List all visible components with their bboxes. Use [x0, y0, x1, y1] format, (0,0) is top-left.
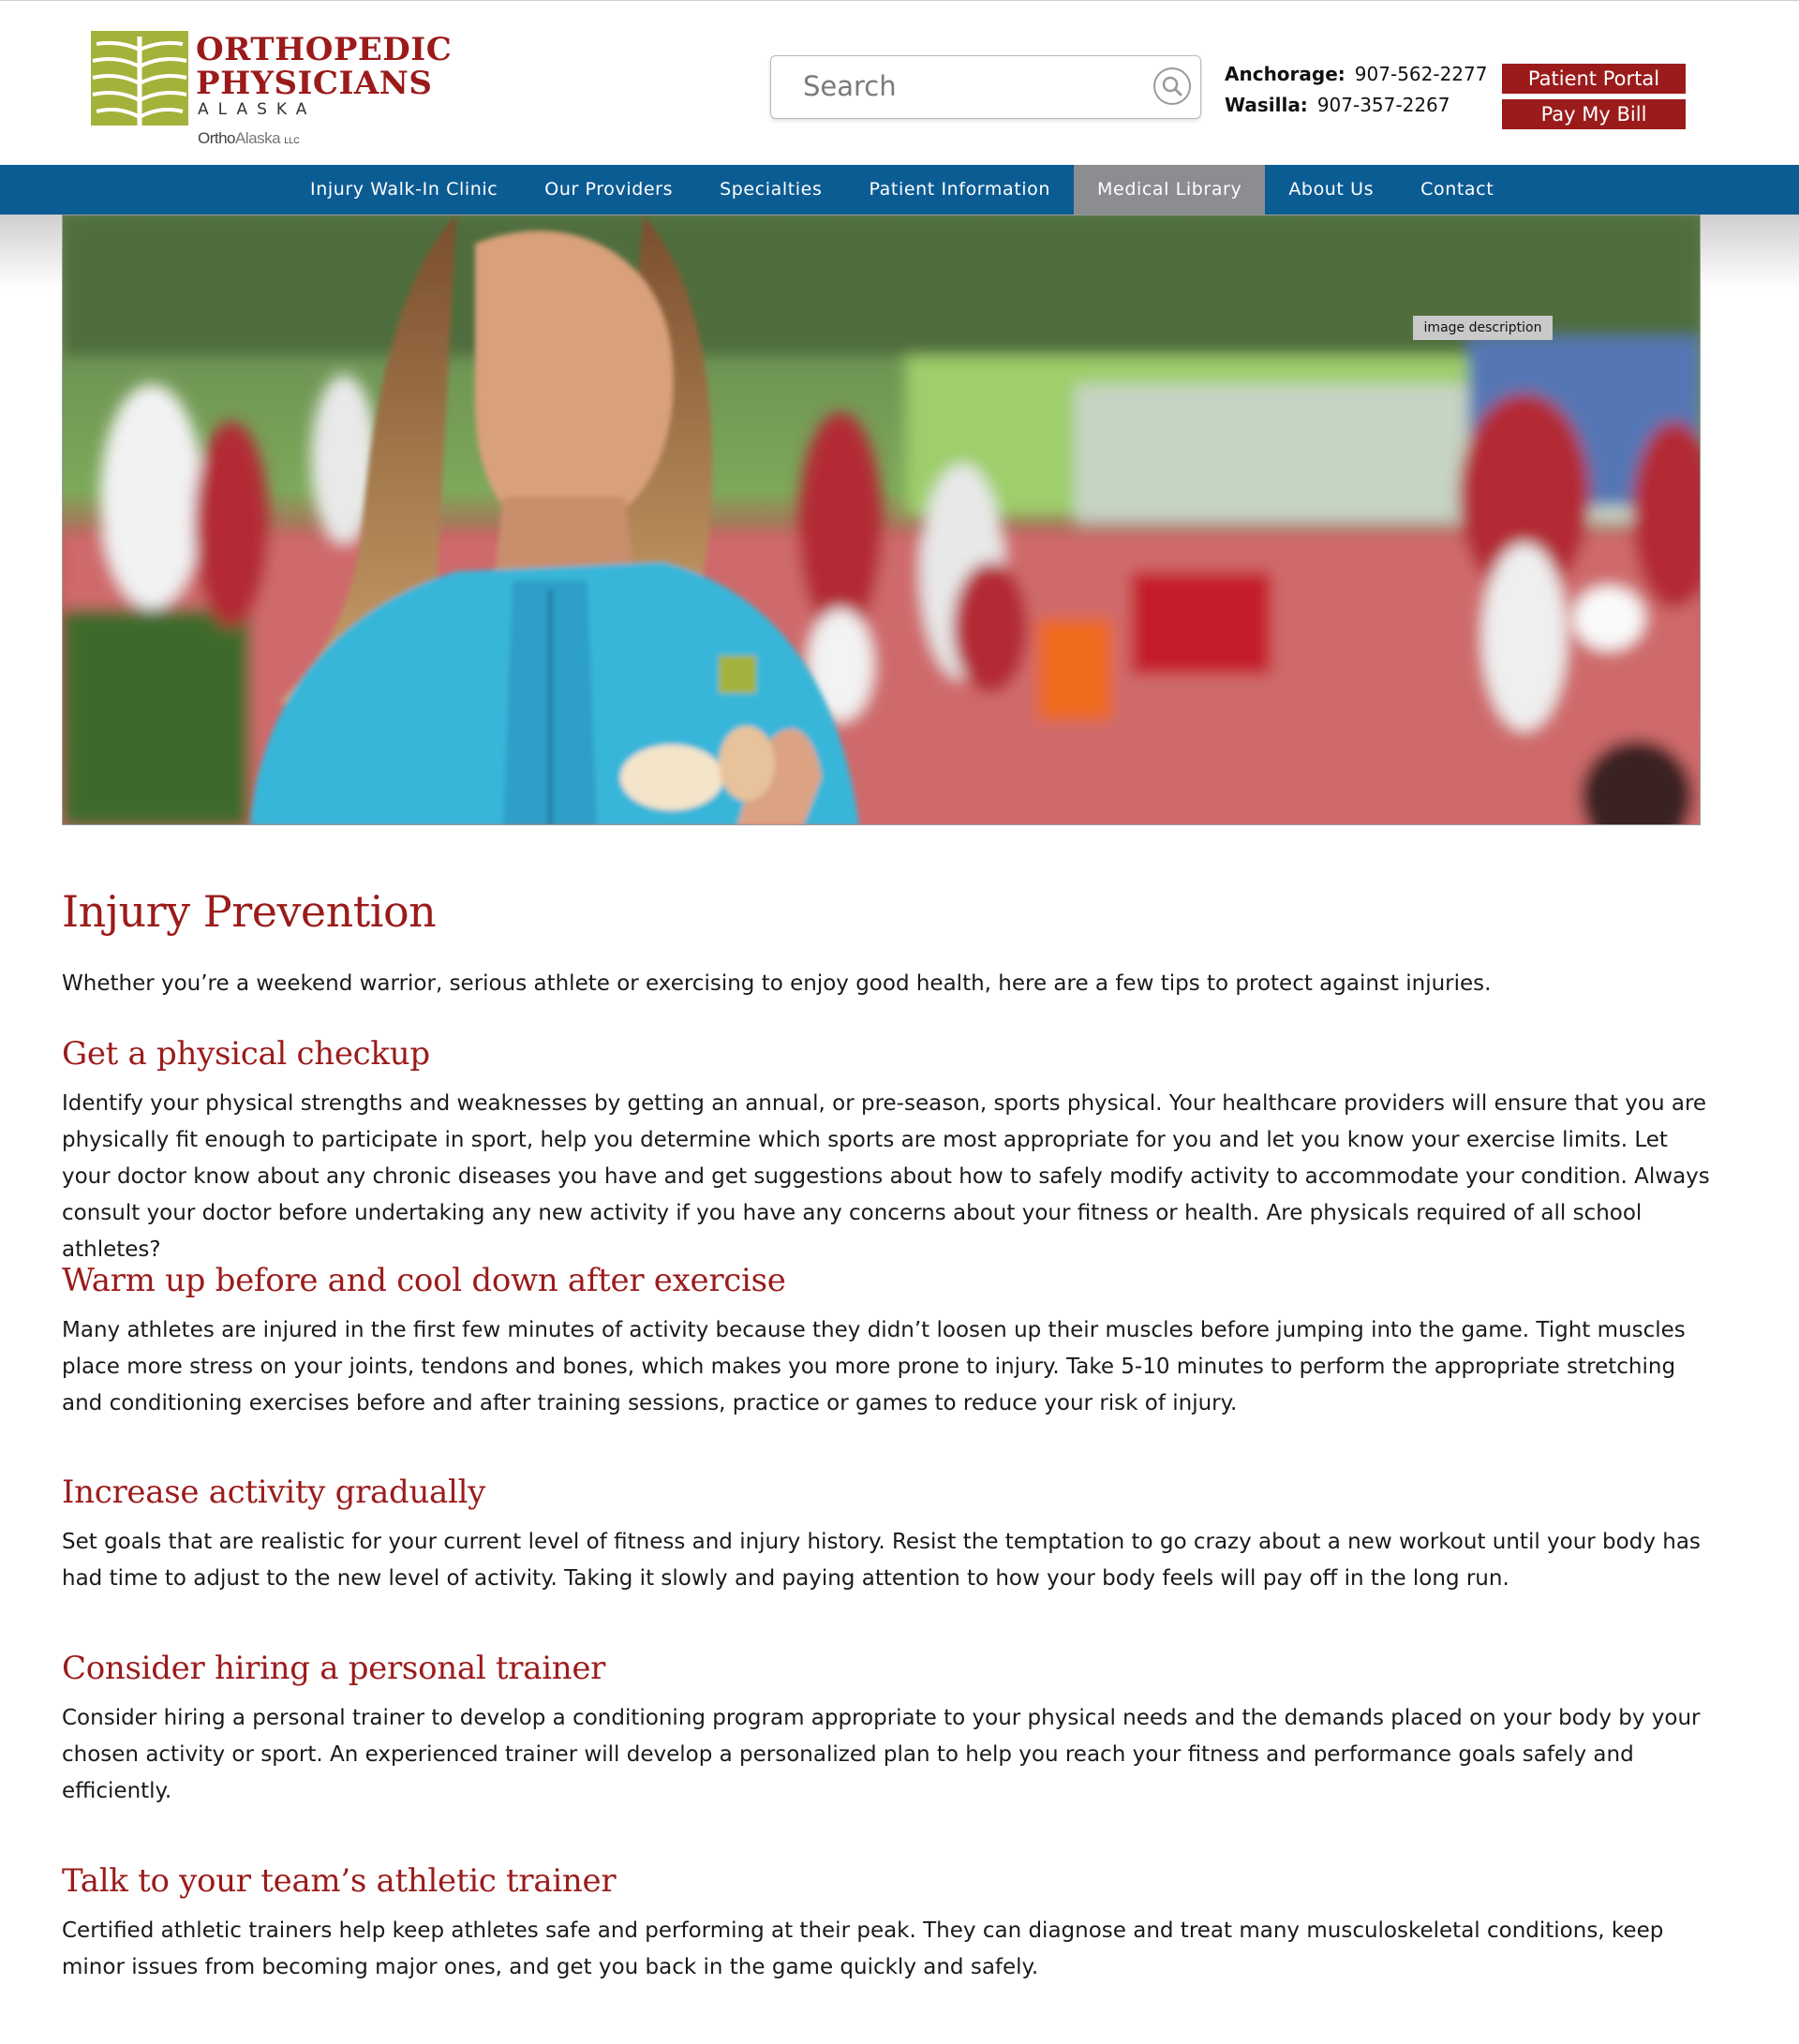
search-input[interactable] [773, 58, 1129, 114]
logo-title [196, 33, 452, 100]
section-physical-checkup [62, 1022, 1711, 1262]
section-body: Identify your physical strengths and weaknesses by getting an annual, or pre-season, sports physical. Your healthcare providers will ensure that you are physically fit enough to participate in sport, help you determine which sports are most appropriate for you and let you know your exercise limits. Let your doctor know about any chronic diseases you have and get suggestions about how to safely modify activity to accommodate your condition. Always consult your doctor before undertaking any new activity if you have any concerns about your fitness or health. Are physicals required of all school athletes? [62, 1091, 1710, 1262]
logo-tagline [198, 129, 300, 148]
nav-item-patient-information[interactable]: Patient Information [869, 179, 1051, 200]
nav-item-contact[interactable]: Contact [1420, 179, 1494, 200]
section-body: Many athletes are injured in the first few minutes of activity because they didn’t loosen up their muscles before jumping into the game. Tight muscles place more stress on your joints, tendons and bones, which makes you more prone to injury. Take 5-10 minutes to perform the appropriate stretching and conditioning exercises before and after training sessions, practice or games to reduce your risk of injury. [62, 1318, 1686, 1415]
main-content [62, 872, 1711, 1986]
search-box [770, 55, 1201, 119]
section-body: Consider hiring a personal trainer to develop a conditioning program appropriate to your physical needs and the demands placed on your body by your chosen activity or sport. An experienced trainer will develop a personalized plan to help you reach your fitness and performance goals safely and efficiently. [62, 1706, 1701, 1803]
nav-item-specialties[interactable]: Specialties [720, 179, 823, 200]
contact-location: Wasilla: [1225, 94, 1308, 116]
section-heading: Get a physical checkup [62, 1035, 430, 1073]
section-heading: Increase activity gradually [62, 1474, 486, 1511]
leaf-logo-icon [91, 31, 188, 126]
section-personal-trainer [62, 1637, 1711, 1849]
nav-item-medical-library[interactable]: Medical Library [1074, 165, 1265, 215]
section-athletic-trainer [62, 1849, 1711, 1986]
logo-subtitle: ALASKA [198, 100, 317, 119]
image-description-button[interactable]: image description [1413, 316, 1553, 340]
site-header [0, 1, 1799, 165]
hero-photo [63, 215, 1701, 825]
contact-location: Anchorage: [1225, 63, 1346, 85]
contact-phones [1225, 59, 1487, 121]
section-warm-up [62, 1249, 1711, 1460]
nav-list [287, 165, 1517, 215]
logo-tagline-ortho: Ortho [198, 129, 236, 147]
nav-item-about-us[interactable]: About Us [1288, 179, 1375, 200]
intro-paragraph: Whether you’re a weekend warrior, serious athlete or exercising to enjoy good health, here are a few tips to protect against injuries. [62, 971, 1492, 996]
hero-image [62, 215, 1701, 825]
contact-wasilla [1225, 90, 1487, 121]
section-body: Set goals that are realistic for your current level of fitness and injury history. Resist the temptation to go crazy about a new workout until your body has had time to adjust to the new level of activity. Taking it slowly and paying attention to how your body feels will pay off in the long run. [62, 1530, 1701, 1591]
site-logo[interactable] [91, 31, 453, 153]
logo-title-line-1: ORTHOPEDIC [196, 31, 453, 68]
page-title: Injury Prevention [62, 886, 437, 937]
contact-anchorage [1225, 59, 1487, 90]
patient-portal-button[interactable]: Patient Portal [1502, 64, 1686, 94]
section-heading: Warm up before and cool down after exercise [62, 1262, 786, 1299]
section-heading: Consider hiring a personal trainer [62, 1650, 606, 1687]
section-heading: Talk to your team’s athletic trainer [62, 1862, 617, 1900]
search-icon[interactable] [1152, 66, 1193, 107]
pay-bill-button[interactable]: Pay My Bill [1502, 99, 1686, 129]
contact-phone[interactable]: 907-357-2267 [1316, 94, 1450, 116]
logo-title-line-2: PHYSICIANS [196, 65, 433, 102]
nav-item-injury-walk-in-clinic[interactable]: Injury Walk-In Clinic [310, 179, 498, 200]
section-increase-activity [62, 1460, 1711, 1637]
contact-phone[interactable]: 907-562-2277 [1354, 63, 1488, 85]
logo-tagline-alaska: Alaska [235, 129, 281, 147]
logo-tagline-llc: LLC [284, 136, 300, 145]
section-body: Certified athletic trainers help keep athletes safe and performing at their peak. They can diagnose and treat many musculoskeletal conditions, keep minor issues from becoming major ones, and get you back in the game quickly and safely. [62, 1918, 1664, 1979]
main-nav [0, 165, 1799, 215]
nav-item-our-providers[interactable]: Our Providers [544, 179, 674, 200]
